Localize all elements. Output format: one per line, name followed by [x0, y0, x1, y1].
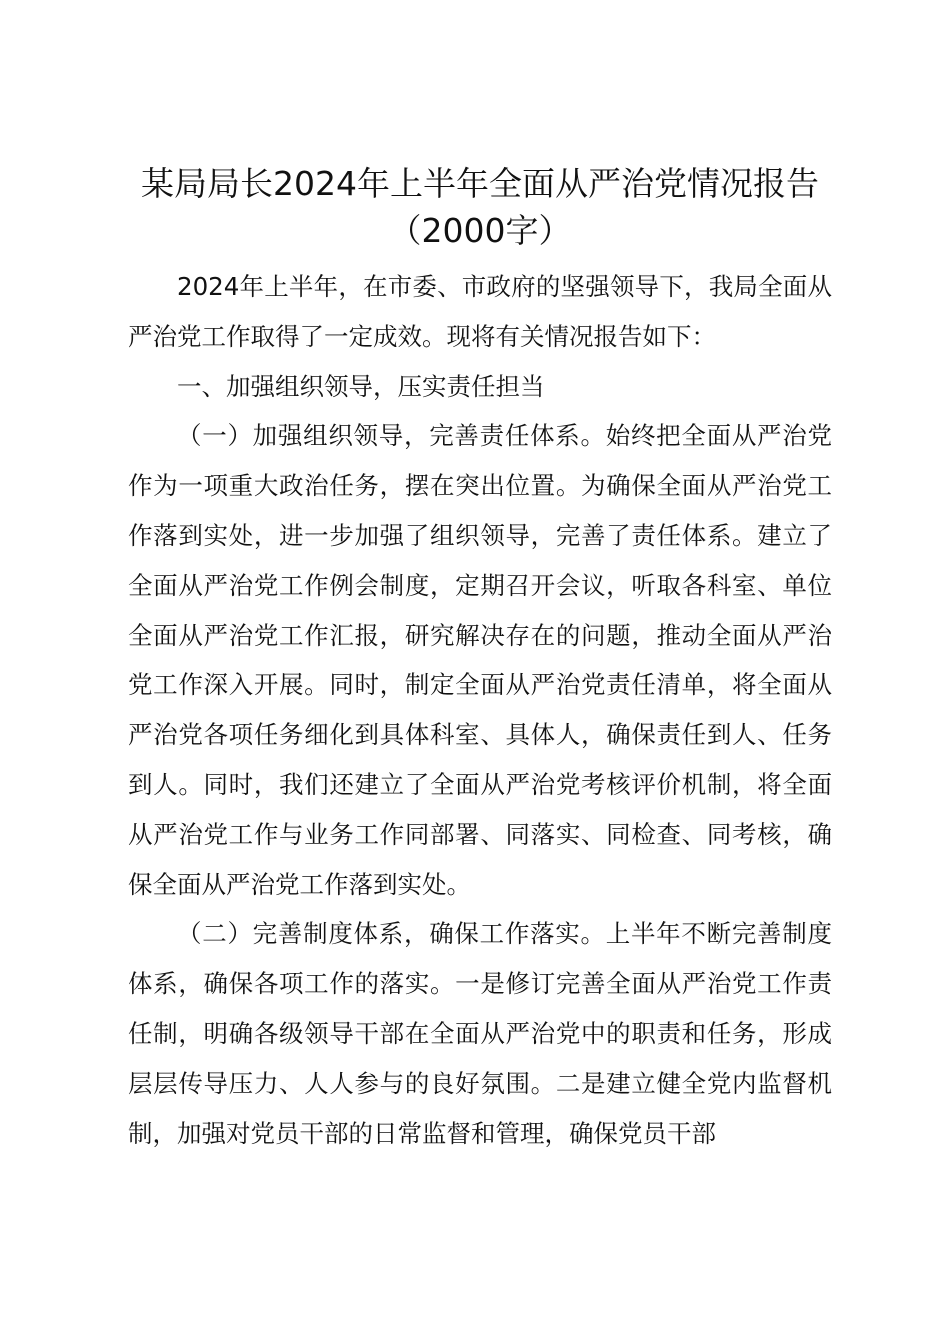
- section-heading: 一、加强组织领导，压实责任担当: [177, 371, 545, 401]
- document-title: 某局局长2024年上半年全面从严治党情况报告（2000字）: [141, 164, 819, 250]
- subsection-1-paragraph: （一）加强组织领导，完善责任体系。始终把全面从严治党作为一项重大政治任务，摆在突出位置。为确保全面从严治党工作落到实处，进一步加强了组织领导，完善了责任体系。建立了全面从严治党工作例会制度，定期召开会议，听取各科室、单位全面从严治党工作汇报，研究解决存在的问题，推动全面从严治党工作深入开展。同时，制定全面从严治党责任清单，将全面从严治党各项任务细化到具体科室、具体人，确保责任到人、任务到人。同时，我们还建立了全面从严治党考核评价机制，将全面从严治党工作与业务工作同部署、同落实、同检查、同考核，确保全面从严治党工作落到实处。: [128, 421, 832, 899]
- intro-paragraph: 2024年上半年，在市委、市政府的坚强领导下，我局全面从严治党工作取得了一定成效。现将有关情况报告如下：: [128, 272, 832, 351]
- document-body: [128, 262, 832, 1158]
- subsection-2-paragraph: （二）完善制度体系，确保工作落实。上半年不断完善制度体系，确保各项工作的落实。一是修订完善全面从严治党工作责任制，明确各级领导干部在全面从严治党中的职责和任务，形成层层传导压力、人人参与的良好氛围。二是建立健全党内监督机制，加强对党员干部的日常监督和管理，确保党员干部: [128, 919, 832, 1148]
- document-content: [128, 160, 832, 1158]
